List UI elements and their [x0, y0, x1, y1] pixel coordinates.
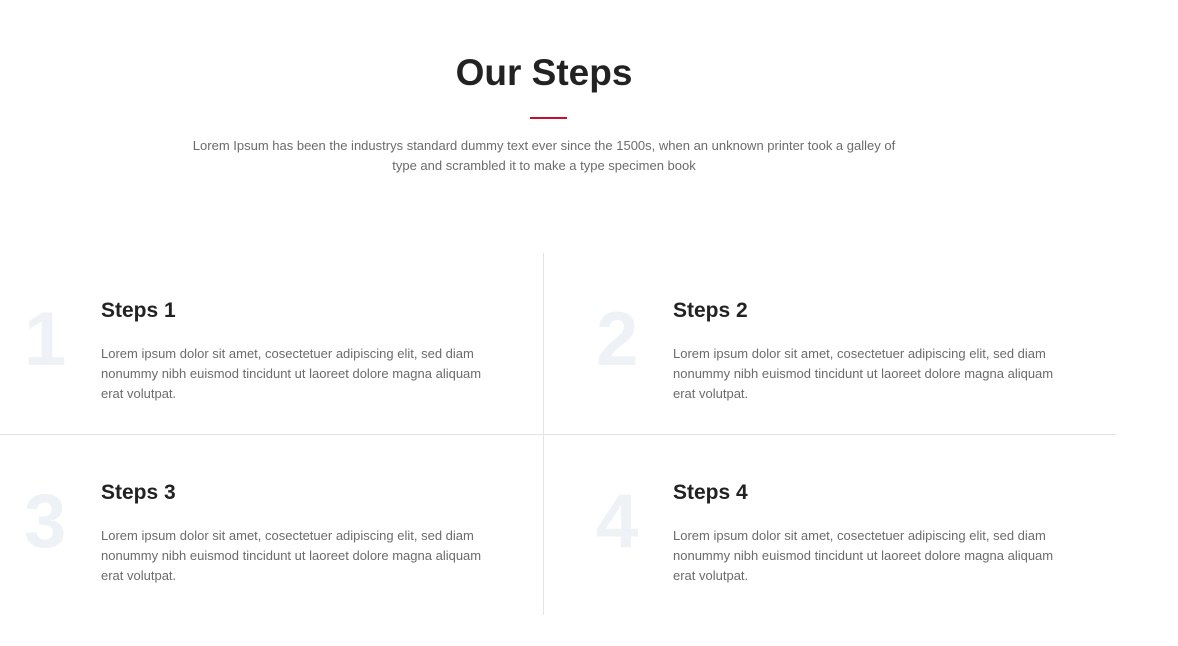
step-number: 4 — [596, 479, 639, 564]
step-description: Lorem ipsum dolor sit amet, cosectetuer adipiscing elit, sed diam nonummy nibh euismod tincidunt ut laoreet dolore magna aliquam erat volutpat. — [101, 528, 482, 583]
step-card-4 — [572, 450, 1112, 610]
grid-divider-horizontal — [0, 434, 1116, 435]
section-subtitle: Lorem Ipsum has been the industrys standard dummy text ever since the 1500s, when an unknown printer took a galley of type and scrambled it to make a type specimen book — [192, 138, 896, 173]
step-title: Steps 4 — [673, 481, 748, 504]
step-description: Lorem ipsum dolor sit amet, cosectetuer adipiscing elit, sed diam nonummy nibh euismod tincidunt ut laoreet dolore magna aliquam erat volutpat. — [101, 346, 482, 401]
step-card-3 — [0, 450, 540, 610]
step-number: 2 — [596, 297, 639, 382]
step-title: Steps 2 — [673, 299, 748, 322]
step-description: Lorem ipsum dolor sit amet, cosectetuer adipiscing elit, sed diam nonummy nibh euismod tincidunt ut laoreet dolore magna aliquam erat volutpat. — [673, 528, 1054, 583]
step-card-1 — [0, 268, 540, 428]
title-underline-accent — [530, 117, 567, 119]
step-card-2 — [572, 268, 1112, 428]
step-number: 1 — [24, 297, 67, 382]
section-title: Our Steps — [455, 52, 633, 93]
step-description: Lorem ipsum dolor sit amet, cosectetuer adipiscing elit, sed diam nonummy nibh euismod tincidunt ut laoreet dolore magna aliquam erat volutpat. — [673, 346, 1054, 401]
step-title: Steps 3 — [101, 481, 176, 504]
step-number: 3 — [24, 479, 67, 564]
step-title: Steps 1 — [101, 299, 176, 322]
